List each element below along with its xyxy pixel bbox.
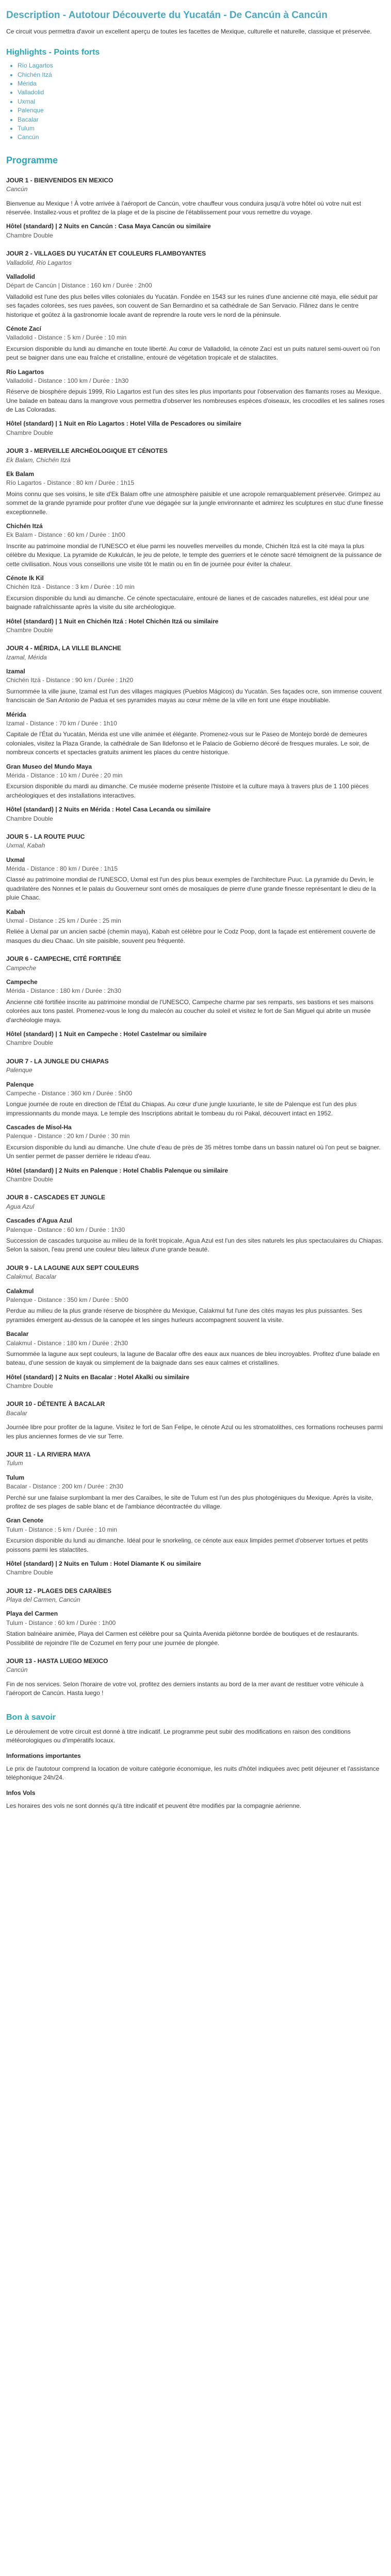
day-section bbox=[6, 1264, 385, 1391]
block-meta: Départ de Cancún | Distance : 160 km / Durée : 2h00 bbox=[6, 282, 152, 290]
block-meta: Bacalar - Distance : 200 km / Durée : 2h30 bbox=[6, 1483, 123, 1490]
block-body: Excursion disponible du mardi au dimanche. Ce musée moderne présente l'histoire et la culture maya à travers plus de 1 100 pièces archéologiques et des installations interactives. bbox=[6, 783, 369, 799]
day-block bbox=[6, 1609, 385, 1648]
block-title: Kabah bbox=[6, 908, 25, 916]
day-block bbox=[6, 1516, 385, 1554]
hotel-info: Hôtel (standard) | 2 Nuits en Mérida : Hotel Casa Lecanda ou similaire bbox=[6, 806, 211, 814]
highlight-item[interactable]: • Mérida bbox=[18, 79, 385, 88]
day-block bbox=[6, 273, 385, 319]
day-subtitle: Playa del Carmen, Cancún bbox=[6, 1596, 80, 1604]
block-title: Gran Cenote bbox=[6, 1517, 44, 1524]
block-body: Surnommée la ville jaune, Izamal est l'un des villages magiques (Pueblos Mágicos) du Yucatán. Ses façades ocre, son immense couvent franciscain de San Antonio de Padua et ses pyramides mayas au cœur même de la ville en font une étape inoubliable. bbox=[6, 687, 382, 704]
block-title: Cascades de Misol-Ha bbox=[6, 1124, 72, 1131]
day-block bbox=[6, 199, 385, 217]
block-title: Bacalar bbox=[6, 1330, 29, 1338]
day-section bbox=[6, 1057, 385, 1184]
highlight-item[interactable]: • Uxmal bbox=[18, 97, 385, 106]
day-heading: JOUR 13 - HASTA LUEGO MEXICO bbox=[6, 1657, 108, 1665]
highlights-list bbox=[6, 61, 385, 142]
footer-text-3: Les horaires des vols ne sont donnés qu'à titre indicatif et peuvent être modifiés par la compagnie aérienne. bbox=[6, 1802, 301, 1810]
block-body: Station balnéaire animée, Playa del Carmen est célèbre pour sa Quinta Avenida piétonne bordée de boutiques et de restaurants. Possibilité de rejoindre l'île de Cozumel en ferry pour une journée de plongée. bbox=[6, 1630, 359, 1647]
day-subtitle: Cancún bbox=[6, 185, 28, 193]
footer-text-2: Le prix de l'autotour comprend la location de voiture catégorie économique, les nuits d'hôtel indiquées avec petit déjeuner et l'assistance téléphonique 24h/24. bbox=[6, 1765, 380, 1782]
block-title: Río Lagartos bbox=[6, 368, 44, 376]
day-block bbox=[6, 368, 385, 415]
block-meta: Mérida - Distance : 180 km / Durée : 2h30 bbox=[6, 987, 121, 995]
block-body: Journée libre pour profiter de la lagune. Visitez le fort de San Felipe, le cénote Azul ou les stromatolithes, ces formations rocheuses parmi les plus anciennes formes de vie sur Terre. bbox=[6, 1423, 383, 1440]
day-heading: JOUR 8 - CASCADES ET JUNGLE bbox=[6, 1194, 106, 1201]
day-subtitle: Tulum bbox=[6, 1460, 23, 1467]
day-subtitle: Cancún bbox=[6, 1666, 28, 1674]
room-type: Chambre Double bbox=[6, 429, 53, 436]
day-subtitle: Ek Balam, Chichén Itzá bbox=[6, 456, 71, 464]
block-title: Ek Balam bbox=[6, 470, 35, 478]
day-block bbox=[6, 1423, 385, 1441]
block-meta: Palenque - Distance : 60 km / Durée : 1h30 bbox=[6, 1226, 125, 1233]
highlight-item[interactable]: • Palenque bbox=[18, 106, 385, 115]
day-heading: JOUR 2 - VILLAGES DU YUCATÁN ET COULEURS FLAMBOYANTES bbox=[6, 250, 206, 258]
block-meta: Tulum - Distance : 60 km / Durée : 1h00 bbox=[6, 1619, 116, 1626]
day-block bbox=[6, 856, 385, 903]
block-body: Valladolid est l'une des plus belles villes coloniales du Yucatán. Fondée en 1543 sur les ruines d'une ancienne cité maya, elle séduit par ses façades colorées, ses rues pavées, son couvent de San Bernardino et sa cathédrale de San Servacio. Flânez dans le centre historique et goûtez à la gastronomie locale avant de reprendre la route vers le nord de la péninsule. bbox=[6, 293, 378, 318]
block-title: Izamal bbox=[6, 668, 25, 675]
block-meta: Uxmal - Distance : 25 km / Durée : 25 min bbox=[6, 917, 121, 925]
block-title: Calakmul bbox=[6, 1287, 34, 1295]
intro-text: Ce circuit vous permettra d'avoir un excellent aperçu de toutes les facettes de Mexique, culturelle et naturelle, classique et préservée. bbox=[6, 27, 372, 35]
day-block bbox=[6, 325, 385, 363]
hotel-info: Hôtel (standard) | 2 Nuits en Bacalar : Hotel Akalki ou similaire bbox=[6, 1373, 190, 1381]
block-title: Cénote Zací bbox=[6, 325, 42, 332]
day-heading: JOUR 7 - LA JUNGLE DU CHIAPAS bbox=[6, 1057, 109, 1065]
day-heading: JOUR 12 - PLAGES DES CARAÏBES bbox=[6, 1587, 112, 1595]
block-title: Gran Museo del Mundo Maya bbox=[6, 762, 92, 770]
day-block bbox=[6, 762, 385, 801]
day-section bbox=[6, 447, 385, 635]
day-heading: JOUR 9 - LA LAGUNE AUX SEPT COULEURS bbox=[6, 1264, 139, 1272]
block-meta: Chichén Itzá - Distance : 3 km / Durée : 10 min bbox=[6, 583, 135, 591]
day-heading: JOUR 11 - LA RIVIERA MAYA bbox=[6, 1451, 91, 1459]
block-body: Reliée à Uxmal par un ancien sacbé (chemin maya), Kabah est célèbre pour le Codz Poop, dont la façade est entièrement couverte de masques du dieu Chaac. Un site paisible, souvent peu fréquenté. bbox=[6, 928, 376, 944]
day-block bbox=[6, 574, 385, 612]
highlight-item[interactable]: • Valladolid bbox=[18, 88, 385, 97]
page-title: Description - Autotour Découverte du Yucatán - De Cancún à Cancún bbox=[6, 10, 328, 21]
day-heading: JOUR 5 - LA ROUTE PUUC bbox=[6, 833, 85, 840]
day-block bbox=[6, 522, 385, 569]
day-section bbox=[6, 1657, 385, 1698]
highlights-title: Highlights - Points forts bbox=[6, 48, 100, 57]
block-meta: Calakmul - Distance : 180 km / Durée : 2h30 bbox=[6, 1339, 128, 1347]
block-body: Classé au patrimoine mondial de l'UNESCO, Uxmal est l'un des plus beaux exemples de l'architecture Puuc. La pyramide du Devin, le quadrilatère des Nonnes et le palais du Gouverneur sont ornés de mosaïques de pierre d'une grande finesse représentant le dieu de la pluie Chaac. bbox=[6, 876, 376, 902]
block-title: Valladolid bbox=[6, 273, 36, 280]
block-meta: Mérida - Distance : 80 km / Durée : 1h15 bbox=[6, 865, 118, 873]
room-type: Chambre Double bbox=[6, 626, 53, 634]
day-section bbox=[6, 1193, 385, 1254]
room-type: Chambre Double bbox=[6, 1382, 53, 1390]
block-body: Capitale de l'État du Yucatán, Mérida est une ville animée et élégante. Promenez-vous sur le Paseo de Montejo bordé de demeures coloniales, visitez la Plaza Grande, la cathédrale de San Ildefonso et le Palacio de Gobierno décoré de fresques murales. Le soir, de nombreux concerts et spectacles gratuits animent les places du centre historique. bbox=[6, 731, 369, 756]
footer-subheading-2: Infos Vols bbox=[6, 1789, 36, 1797]
day-block bbox=[6, 470, 385, 517]
highlight-item[interactable]: • Río Lagartos bbox=[18, 61, 385, 70]
day-section bbox=[6, 249, 385, 437]
day-block bbox=[6, 1330, 385, 1368]
room-type: Chambre Double bbox=[6, 231, 53, 239]
block-body: Bienvenue au Mexique ! À votre arrivée à l'aéroport de Cancún, votre chauffeur vous conduira jusqu'à votre hôtel où votre nuit est réservée. Installez-vous et profitez de la plage et de la piscine de l'établissement pour vous remettre du voyage. bbox=[6, 199, 362, 216]
day-section bbox=[6, 644, 385, 823]
block-body: Longue journée de route en direction de l'État du Chiapas. Au cœur d'une jungle luxuriante, le site de Palenque est l'un des plus impressionnants du monde maya. Le temple des Inscriptions abritait le tombeau du roi Pakal, découvert intact en 1952. bbox=[6, 1100, 357, 1117]
block-meta: Tulum - Distance : 5 km / Durée : 10 min bbox=[6, 1526, 117, 1533]
room-type: Chambre Double bbox=[6, 1176, 53, 1183]
block-body: Excursion disponible du lundi au dimanche. Ce cénote spectaculaire, entouré de lianes et de cascades naturelles, est idéal pour une baignade rafraîchissante après la visite du site archéologique. bbox=[6, 594, 369, 611]
hotel-info: Hôtel (standard) | 2 Nuits en Palenque : Hotel Chablis Palenque ou similaire bbox=[6, 1166, 229, 1174]
day-heading: JOUR 10 - DÉTENTE À BACALAR bbox=[6, 1400, 105, 1408]
day-section bbox=[6, 1587, 385, 1648]
block-body: Inscrite au patrimoine mondial de l'UNESCO et élue parmi les nouvelles merveilles du monde, Chichén Itzá est la cité maya la plus célèbre du Mexique. La pyramide de Kukulcán, le jeu de pelote, le temple des guerriers et le cénote sacré témoignent de la puissance de cette civilisation. Nous vous conseillons une visite tôt le matin ou en fin de journée pour éviter la chaleur. bbox=[6, 542, 382, 568]
day-block bbox=[6, 710, 385, 757]
day-section bbox=[6, 1400, 385, 1441]
hotel-info: Hôtel (standard) | 2 Nuits en Cancún : Casa Maya Cancún ou similaire bbox=[6, 223, 211, 230]
day-heading: JOUR 3 - MERVEILLE ARCHÉOLOGIQUE ET CÉNOTES bbox=[6, 447, 168, 455]
day-subtitle: Palenque bbox=[6, 1066, 32, 1074]
highlight-item[interactable]: • Cancún bbox=[18, 133, 385, 142]
day-heading: JOUR 4 - MÉRIDA, LA VILLE BLANCHE bbox=[6, 645, 121, 652]
day-block bbox=[6, 1123, 385, 1161]
block-meta: Valladolid - Distance : 100 km / Durée : 1h30 bbox=[6, 377, 129, 384]
block-title: Mérida bbox=[6, 710, 26, 718]
block-meta: Palenque - Distance : 350 km / Durée : 5h00 bbox=[6, 1296, 128, 1303]
programme-days bbox=[6, 176, 385, 1698]
block-meta: Valladolid - Distance : 5 km / Durée : 10 min bbox=[6, 334, 127, 342]
highlight-item[interactable]: • Bacalar bbox=[18, 115, 385, 124]
block-body: Réserve de biosphère depuis 1999, Río Lagartos est l'un des sites les plus importants pour l'observation des flamants roses au Mexique. Une balade en bateau dans la mangrove vous permettra d'observer les nombreuses espèces d'oiseaux, les crocodiles et les salines roses de Las Coloradas. bbox=[6, 388, 385, 414]
day-block bbox=[6, 1080, 385, 1118]
footer-title: Bon à savoir bbox=[6, 1713, 56, 1722]
room-type: Chambre Double bbox=[6, 815, 53, 822]
block-meta: Ek Balam - Distance : 60 km / Durée : 1h00 bbox=[6, 531, 125, 539]
room-type: Chambre Double bbox=[6, 1569, 53, 1577]
block-title: Campeche bbox=[6, 978, 38, 986]
block-meta: Chichén Itzá - Distance : 90 km / Durée : 1h20 bbox=[6, 676, 134, 684]
block-title: Chichén Itzá bbox=[6, 522, 43, 530]
footer-subheading-1: Informations importantes bbox=[6, 1752, 81, 1759]
block-meta: Campeche - Distance : 360 km / Durée : 5h00 bbox=[6, 1089, 133, 1097]
day-block bbox=[6, 1680, 385, 1698]
room-type: Chambre Double bbox=[6, 1039, 53, 1047]
day-subtitle: Campeche bbox=[6, 964, 37, 972]
hotel-info: Hôtel (standard) | 1 Nuit en Campeche : Hotel Castelmar ou similaire bbox=[6, 1030, 207, 1038]
block-title: Uxmal bbox=[6, 856, 25, 863]
day-block bbox=[6, 667, 385, 705]
day-section bbox=[6, 955, 385, 1048]
day-heading: JOUR 1 - BIENVENIDOS EN MEXICO bbox=[6, 176, 113, 184]
block-title: Cascades d'Agua Azul bbox=[6, 1217, 72, 1225]
block-body: Fin de nos services. Selon l'horaire de votre vol, profitez des derniers instants au bord de la mer avant de restituer votre véhicule à l'aéroport de Cancún. Hasta luego ! bbox=[6, 1680, 364, 1697]
day-subtitle: Izamal, Mérida bbox=[6, 653, 47, 661]
day-block bbox=[6, 908, 385, 946]
block-body: Surnommée la lagune aux sept couleurs, la lagune de Bacalar offre des eaux aux nuances de bleu incroyables. Profitez d'une balade en bateau, d'une session de kayak ou simplement de la baignade dans ses eaux calmes et cristallines. bbox=[6, 1350, 380, 1367]
block-meta: Río Lagartos - Distance : 80 km / Durée : 1h15 bbox=[6, 479, 135, 487]
day-heading: JOUR 6 - CAMPECHE, CITÉ FORTIFIÉE bbox=[6, 955, 121, 963]
highlight-item[interactable]: • Tulum bbox=[18, 124, 385, 133]
block-body: Excursion disponible du lundi au dimanche en toute liberté. Au cœur de Valladolid, la cénote Zací est un puits naturel semi-ouvert où l'on peut se baigner dans une eau fraîche et cristalline, entouré de végétation tropicale et de stalactites. bbox=[6, 345, 380, 362]
block-title: Tulum bbox=[6, 1473, 25, 1481]
day-subtitle: Bacalar bbox=[6, 1409, 27, 1417]
block-title: Playa del Carmen bbox=[6, 1610, 58, 1618]
footer-text-1: Le déroulement de votre circuit est donné à titre indicatif. Le programme peut subir des modifications en raison des conditions météorologiques ou d'impératifs locaux. bbox=[6, 1727, 351, 1744]
block-meta: Izamal - Distance : 70 km / Durée : 1h10 bbox=[6, 720, 117, 727]
day-block bbox=[6, 1216, 385, 1255]
block-body: Ancienne cité fortifiée inscrite au patrimoine mondial de l'UNESCO, Campeche charme par ses remparts, ses bastions et ses maisons colorées aux tons pastel. Promenez-vous le long du malecón au coucher du soleil et visitez le fort de San Miguel qui abrite un musée d'archéologie maya. bbox=[6, 998, 373, 1024]
day-block bbox=[6, 1287, 385, 1325]
day-block bbox=[6, 1473, 385, 1512]
programme-title: Programme bbox=[6, 155, 58, 165]
block-title: Cénote Ik Kil bbox=[6, 574, 44, 582]
block-meta: Mérida - Distance : 10 km / Durée : 20 min bbox=[6, 771, 123, 779]
block-title: Palenque bbox=[6, 1080, 34, 1088]
block-body: Moins connu que ses voisins, le site d'Ek Balam offre une atmosphère paisible et une acropole remarquablement préservée. Grimpez au sommet de la grande pyramide pour profiter d'une vue dégagée sur la jungle environnante et admirez les sculptures en stuc d'une finesse exceptionnelle. bbox=[6, 490, 384, 516]
block-body: Succession de cascades turquoise au milieu de la forêt tropicale, Agua Azul est l'un des sites naturels les plus spectaculaires du Chiapas. Selon la saison, l'eau prend une couleur bleu laiteux d'une grande beauté. bbox=[6, 1236, 383, 1253]
block-meta: Palenque - Distance : 20 km / Durée : 30 min bbox=[6, 1132, 130, 1140]
day-section bbox=[6, 1450, 385, 1578]
day-block bbox=[6, 978, 385, 1025]
day-subtitle: Uxmal, Kabah bbox=[6, 842, 45, 850]
hotel-info: Hôtel (standard) | 1 Nuit en Chichén Itzá : Hotel Chichén Itzá ou similaire bbox=[6, 617, 219, 625]
block-body: Perdue au milieu de la plus grande réserve de biosphère du Mexique, Calakmul fut l'une des cités mayas les plus puissantes. Ses pyramides émergent au-dessus de la canopée et les singes hurleurs accompagnent souvent la visite. bbox=[6, 1307, 363, 1324]
day-subtitle: Agua Azul bbox=[6, 1202, 35, 1210]
day-subtitle: Calakmul, Bacalar bbox=[6, 1273, 57, 1281]
hotel-info: Hôtel (standard) | 1 Nuit en Río Lagartos : Hotel Villa de Pescadores ou similaire bbox=[6, 420, 241, 428]
block-body: Excursion disponible du lundi au dimanche. Idéal pour le snorkeling, ce cénote aux eaux limpides permet d'observer tortues et petits poissons parmi les stalactites. bbox=[6, 1537, 368, 1553]
day-subtitle: Valladolid, Río Lagartos bbox=[6, 259, 72, 266]
day-section bbox=[6, 833, 385, 945]
block-body: Excursion disponible du lundi au dimanche. Une chute d'eau de près de 35 mètres tombe dans un bassin naturel où l'on peut se baigner. Un sentier permet de passer derrière le rideau d'eau. bbox=[6, 1143, 381, 1160]
day-section bbox=[6, 176, 385, 240]
block-body: Perché sur une falaise surplombant la mer des Caraïbes, le site de Tulum est l'un des plus photogéniques du Mexique. Après la visite, profitez de ses plages de sable blanc et de l'ambiance décontractée du village. bbox=[6, 1494, 373, 1510]
hotel-info: Hôtel (standard) | 2 Nuits en Tulum : Hotel Diamante K ou similaire bbox=[6, 1560, 201, 1567]
highlight-item[interactable]: • Chichén Itzá bbox=[18, 71, 385, 79]
